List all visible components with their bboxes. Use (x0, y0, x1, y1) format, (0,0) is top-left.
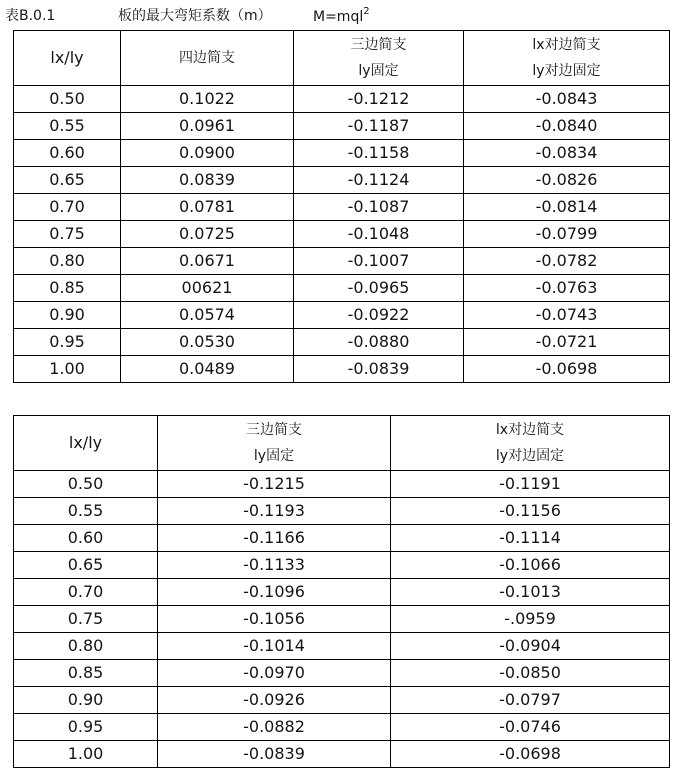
cell-opposite-sides: -0.0746 (391, 714, 670, 741)
table-row (14, 498, 670, 525)
table-row (14, 525, 670, 552)
cell-three-sides: -0.1193 (158, 498, 391, 525)
table-number: 表B.0.1 (5, 8, 56, 24)
cell-ratio: 0.90 (14, 687, 158, 714)
cell-ratio: 0.75 (14, 606, 158, 633)
cell-four-sides: 0.0839 (121, 167, 294, 194)
cell-ratio: 0.60 (14, 140, 121, 167)
cell-three-sides: -0.1133 (158, 552, 391, 579)
cell-three-sides: -0.1056 (158, 606, 391, 633)
header-three-sides-simply-supported (158, 416, 391, 471)
table-caption (0, 4, 680, 28)
cell-ratio: 0.65 (14, 167, 121, 194)
cell-opposite-sides: -0.0904 (391, 633, 670, 660)
cell-opposite-sides: -0.0698 (464, 356, 670, 383)
cell-opposite-sides: -0.0826 (464, 167, 670, 194)
cell-four-sides: 0.0574 (121, 302, 294, 329)
cell-three-sides: -0.1212 (294, 86, 464, 113)
cell-ratio: 0.55 (14, 113, 121, 140)
cell-ratio: 0.95 (14, 714, 158, 741)
header-opposite-sides-simply-supported (391, 416, 670, 471)
table-row (14, 356, 670, 383)
cell-opposite-sides: -0.0763 (464, 275, 670, 302)
moment-coefficient-table-1 (13, 30, 670, 383)
cell-opposite-sides: -0.1066 (391, 552, 670, 579)
cell-ratio: 0.70 (14, 579, 158, 606)
cell-opposite-sides: -0.0840 (464, 113, 670, 140)
cell-opposite-sides: -0.0721 (464, 329, 670, 356)
cell-opposite-sides: -0.0797 (391, 687, 670, 714)
header-ratio: lx/ly (14, 31, 121, 86)
table-row (14, 113, 670, 140)
cell-three-sides: -0.0880 (294, 329, 464, 356)
table-row (14, 329, 670, 356)
table-row (14, 302, 670, 329)
table-row (14, 660, 670, 687)
cell-three-sides: -0.1124 (294, 167, 464, 194)
cell-ratio: 0.50 (14, 471, 158, 498)
cell-four-sides: 0.0781 (121, 194, 294, 221)
header-line: lx对边简支 (495, 422, 565, 438)
table-row (14, 221, 670, 248)
cell-three-sides: -0.0970 (158, 660, 391, 687)
table-row (14, 275, 670, 302)
cell-opposite-sides: -0.1191 (391, 471, 670, 498)
table-row (14, 194, 670, 221)
cell-ratio: 0.70 (14, 194, 121, 221)
table-title: 板的最大弯矩系数（m） (118, 8, 272, 24)
formula-text: M=mql (313, 9, 364, 25)
cell-ratio: 0.75 (14, 221, 121, 248)
table-row (14, 687, 670, 714)
table-row (14, 248, 670, 275)
table-row (14, 606, 670, 633)
cell-three-sides: -0.1007 (294, 248, 464, 275)
cell-four-sides: 0.0671 (121, 248, 294, 275)
table-row (14, 140, 670, 167)
cell-three-sides: -0.1158 (294, 140, 464, 167)
cell-opposite-sides: -0.1013 (391, 579, 670, 606)
cell-opposite-sides: -0.0698 (391, 741, 670, 768)
cell-three-sides: -0.0882 (158, 714, 391, 741)
cell-four-sides: 0.0489 (121, 356, 294, 383)
formula (313, 7, 370, 26)
cell-ratio: 1.00 (14, 356, 121, 383)
cell-ratio: 0.80 (14, 248, 121, 275)
cell-three-sides: -0.1087 (294, 194, 464, 221)
cell-three-sides: -0.1166 (158, 525, 391, 552)
cell-three-sides: -0.1048 (294, 221, 464, 248)
table-row (14, 579, 670, 606)
table-row (14, 86, 670, 113)
cell-opposite-sides: -0.0843 (464, 86, 670, 113)
cell-opposite-sides: -0.0743 (464, 302, 670, 329)
table-header-row (14, 31, 670, 86)
formula-exponent: 2 (363, 6, 370, 17)
cell-four-sides: 0.0900 (121, 140, 294, 167)
cell-ratio: 0.85 (14, 660, 158, 687)
header-line: ly对边固定 (532, 63, 601, 79)
table-row (14, 471, 670, 498)
header-ratio: lx/ly (14, 416, 158, 471)
cell-opposite-sides: -.0959 (391, 606, 670, 633)
cell-ratio: 0.80 (14, 633, 158, 660)
cell-three-sides: -0.0839 (158, 741, 391, 768)
cell-three-sides: -0.1215 (158, 471, 391, 498)
header-opposite-sides-simply-supported (464, 31, 670, 86)
header-line: 三边简支 (350, 37, 407, 53)
table-row (14, 633, 670, 660)
cell-three-sides: -0.0839 (294, 356, 464, 383)
cell-ratio: 1.00 (14, 741, 158, 768)
cell-opposite-sides: -0.0834 (464, 140, 670, 167)
moment-coefficient-table-2 (13, 415, 670, 768)
cell-opposite-sides: -0.0799 (464, 221, 670, 248)
table-row (14, 714, 670, 741)
table-row (14, 741, 670, 768)
cell-opposite-sides: -0.1156 (391, 498, 670, 525)
cell-ratio: 0.50 (14, 86, 121, 113)
cell-three-sides: -0.0926 (158, 687, 391, 714)
header-line: ly固定 (358, 63, 399, 79)
cell-opposite-sides: -0.1114 (391, 525, 670, 552)
cell-ratio: 0.65 (14, 552, 158, 579)
header-four-sides-simply-supported: 四边简支 (121, 31, 294, 86)
header-three-sides-simply-supported (294, 31, 464, 86)
cell-opposite-sides: -0.0850 (391, 660, 670, 687)
cell-ratio: 0.85 (14, 275, 121, 302)
cell-four-sides: 00621 (121, 275, 294, 302)
cell-three-sides: -0.0922 (294, 302, 464, 329)
cell-opposite-sides: -0.0814 (464, 194, 670, 221)
cell-four-sides: 0.1022 (121, 86, 294, 113)
cell-four-sides: 0.0530 (121, 329, 294, 356)
header-line: ly固定 (253, 448, 295, 464)
cell-three-sides: -0.1014 (158, 633, 391, 660)
header-line: 三边简支 (246, 422, 302, 438)
cell-ratio: 0.95 (14, 329, 121, 356)
cell-opposite-sides: -0.0782 (464, 248, 670, 275)
cell-ratio: 0.60 (14, 525, 158, 552)
cell-three-sides: -0.1096 (158, 579, 391, 606)
table-row (14, 552, 670, 579)
header-line: lx对边简支 (532, 37, 601, 53)
cell-ratio: 0.90 (14, 302, 121, 329)
cell-ratio: 0.55 (14, 498, 158, 525)
table-row (14, 167, 670, 194)
cell-three-sides: -0.1187 (294, 113, 464, 140)
cell-four-sides: 0.0961 (121, 113, 294, 140)
table-header-row (14, 416, 670, 471)
cell-four-sides: 0.0725 (121, 221, 294, 248)
cell-three-sides: -0.0965 (294, 275, 464, 302)
header-line: ly对边固定 (495, 448, 565, 464)
